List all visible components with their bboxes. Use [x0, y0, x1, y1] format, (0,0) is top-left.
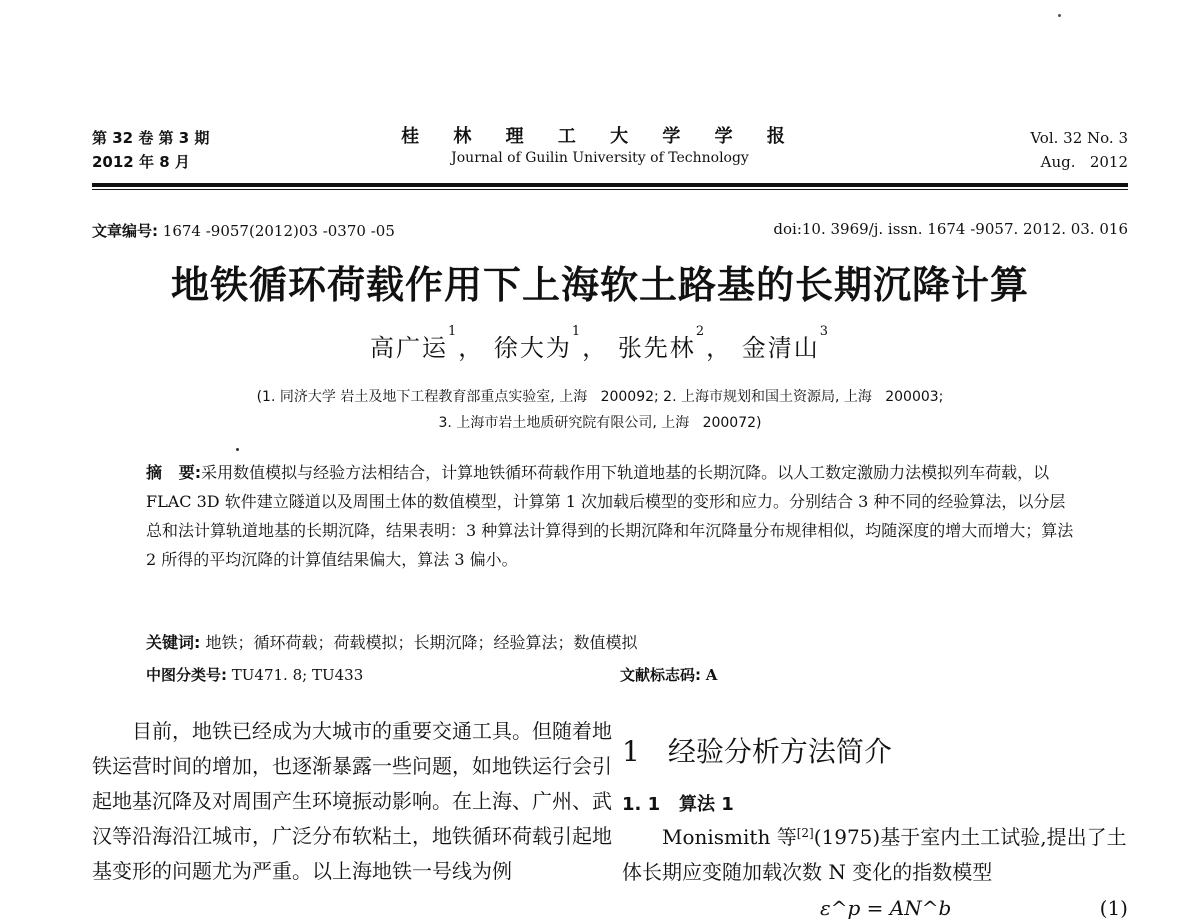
section-heading [622, 730, 892, 770]
scan-speck [236, 448, 239, 451]
document-code-label: 文献标志码: [620, 666, 701, 684]
section-title: 经验分析方法简介 [667, 735, 892, 768]
volume-en: Vol. 32 No. 3 [1030, 129, 1128, 147]
header-rule-thick [92, 183, 1128, 187]
classification-value: TU471. 8; TU433 [231, 666, 364, 684]
header-rule-thin [92, 189, 1128, 190]
author: 金清山$^3$ [741, 324, 831, 362]
keywords-label: 关键词: [146, 633, 201, 652]
classification [146, 664, 363, 685]
journal-title-en: Journal of Guilin University of Technology [451, 150, 749, 166]
abstract [146, 458, 1076, 574]
article-id-value: 1674 -9057(2012)03 -0370 -05 [162, 222, 395, 240]
body-paragraph: 目前，地铁已经成为大城市的重要交通工具。但随着地铁运营时间的增加，也逐渐暴露一些问题，如地铁运行会引起地基沉降及对周围产生环境振动影响。在上海、广州、武汉等沿海沿江城市，广泛分布软粘土，地铁循环荷载引起地基变形的问题尤为严重。以上海地铁一号线为例 [92, 719, 612, 883]
header-center [400, 122, 800, 166]
keywords [146, 630, 638, 653]
subsection-title: 算法 1 [678, 794, 734, 815]
article-id [92, 220, 395, 241]
document-code [620, 664, 717, 685]
header-right [1030, 126, 1128, 174]
section-number: 1 [622, 735, 640, 768]
equation: ε^p = AN^b [820, 896, 952, 920]
body-right-paragraph: Monismith 等[2](1975)基于室内土工试验,提出了土体长期应变随加载次数 N 变化的指数模型 [622, 825, 1127, 884]
affiliations [0, 384, 1200, 436]
paper-title: 地铁循环荷载作用下上海软土路基的长期沉降计算 [170, 263, 1029, 307]
doi: doi:10. 3969/j. issn. 1674 -9057. 2012. 03. 016 [773, 220, 1128, 238]
equation-number: (1) [1099, 896, 1128, 920]
scan-speck [1058, 14, 1061, 17]
author: 徐大为$^1$ [493, 324, 583, 362]
header-left [92, 126, 209, 174]
author-list: 高广运$^1$， 徐大为$^1$， 张先林$^2$， 金清山$^3$ [369, 324, 831, 362]
date-cn: 2012 年 8 月 [92, 153, 190, 171]
author: 高广运$^1$ [369, 324, 459, 362]
affiliation-line: (1. 同济大学 岩土及地下工程教育部重点实验室, 上海 200092; 2. 上海市规划和国土资源局, 上海 200003; [256, 389, 944, 405]
keywords-text: 地铁；循环荷载；荷载模拟；长期沉降；经验算法；数值模拟 [205, 633, 638, 652]
volume-issue: 第 32 卷 第 3 期 [92, 129, 210, 147]
subsection-number: 1. 1 [622, 794, 661, 815]
article-id-label: 文章编号: [92, 222, 158, 240]
document-code-value: A [705, 666, 718, 684]
affiliation-line: 3. 上海市岩土地质研究院有限公司, 上海 200072) [438, 415, 762, 431]
journal-title-cn: 桂 林 理 工 大 学 学 报 [401, 126, 799, 147]
author: 张先林$^2$ [617, 324, 707, 362]
citation-ref: [2] [796, 826, 814, 840]
abstract-label: 摘 要: [146, 463, 202, 482]
subsection-heading [622, 790, 734, 816]
date-en: Aug. 2012 [1040, 153, 1128, 171]
classification-label: 中图分类号: [146, 666, 227, 684]
body-left-column [92, 714, 612, 889]
abstract-text: 采用数值模拟与经验方法相结合，计算地铁循环荷载作用下轨道地基的长期沉降。以人工数定激励力法模拟列车荷载，以 FLAC 3D 软件建立隧道以及周围土体的数值模型，计算第 1 次加载后模型的变形和应力。分别结合 3 种不同的经验算法，以分层总和法计算轨道地基的长期沉降，结果表明：3 种算法计算得到的长期沉降和年沉降量分布规律相似，均随深度的增大而增大；算法 2 所得的平均沉降的计算值结果偏大，算法 3 偏小。 [146, 463, 1074, 569]
